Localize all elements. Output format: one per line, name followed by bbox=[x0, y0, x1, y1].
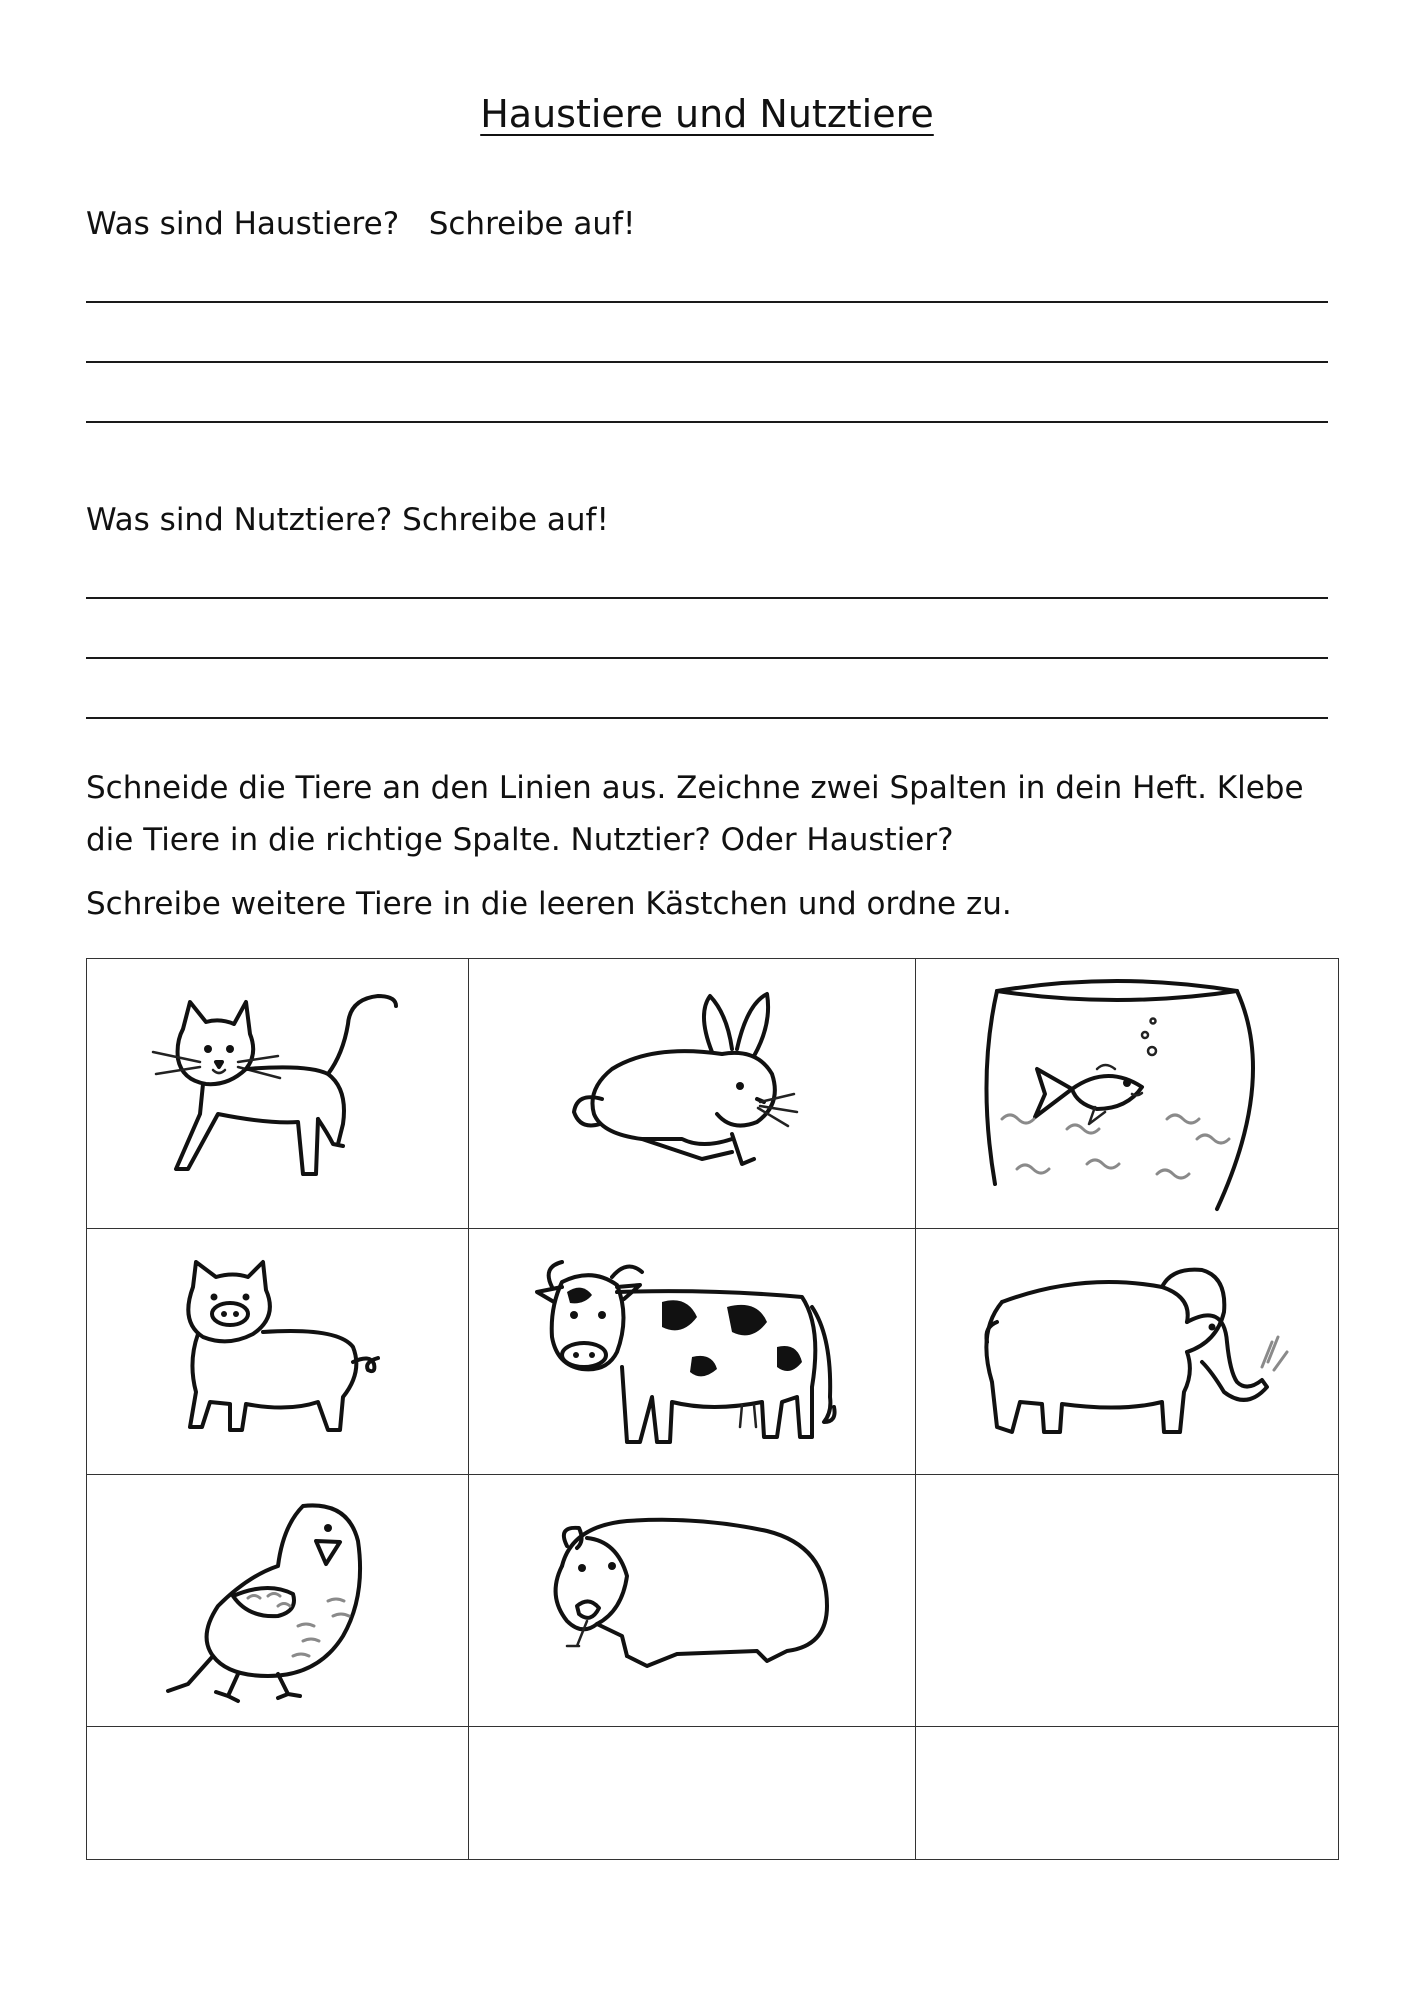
cell-empty[interactable] bbox=[916, 1475, 1339, 1727]
cell-empty[interactable] bbox=[916, 1727, 1339, 1860]
cell-empty[interactable] bbox=[469, 1727, 916, 1860]
cell-guinea-pig[interactable] bbox=[469, 1475, 916, 1727]
cow-drawing bbox=[512, 1237, 872, 1467]
cell-empty[interactable] bbox=[87, 1727, 469, 1860]
rabbit-drawing bbox=[532, 974, 852, 1214]
question-farm-animals: Was sind Nutztiere? Schreibe auf! bbox=[86, 502, 609, 538]
answer-line[interactable] bbox=[86, 361, 1328, 363]
answer-line[interactable] bbox=[86, 597, 1328, 599]
instruction-more-animals: Schreibe weitere Tiere in die leeren Kästchen und ordne zu. bbox=[86, 886, 1012, 922]
cell-goldfish[interactable] bbox=[916, 959, 1339, 1229]
cell-cat[interactable] bbox=[87, 959, 469, 1229]
worksheet-title: Haustiere und Nutztiere bbox=[480, 92, 934, 136]
goldfish-bowl-drawing bbox=[977, 969, 1277, 1219]
instruction-cut-and-sort: Schneide die Tiere an den Linien aus. Zeichne zwei Spalten in dein Heft. Klebe die Tiere in die richtige Spalte. Nutztier? Oder Haustier? bbox=[86, 770, 1304, 858]
guinea-pig-drawing bbox=[527, 1496, 857, 1706]
cell-elephant[interactable] bbox=[916, 1229, 1339, 1475]
answer-line[interactable] bbox=[86, 421, 1328, 423]
answer-line[interactable] bbox=[86, 657, 1328, 659]
pig-drawing bbox=[138, 1242, 418, 1462]
cell-budgie[interactable] bbox=[87, 1475, 469, 1727]
cell-pig[interactable] bbox=[87, 1229, 469, 1475]
cell-rabbit[interactable] bbox=[469, 959, 916, 1229]
question-pets: Was sind Haustiere? Schreibe auf! bbox=[86, 206, 636, 242]
cell-cow[interactable] bbox=[469, 1229, 916, 1475]
answer-line[interactable] bbox=[86, 301, 1328, 303]
elephant-drawing bbox=[962, 1242, 1292, 1462]
answer-line[interactable] bbox=[86, 717, 1328, 719]
budgie-drawing bbox=[128, 1486, 428, 1716]
animal-cutout-grid bbox=[86, 958, 1339, 1860]
cat-drawing bbox=[128, 974, 428, 1214]
